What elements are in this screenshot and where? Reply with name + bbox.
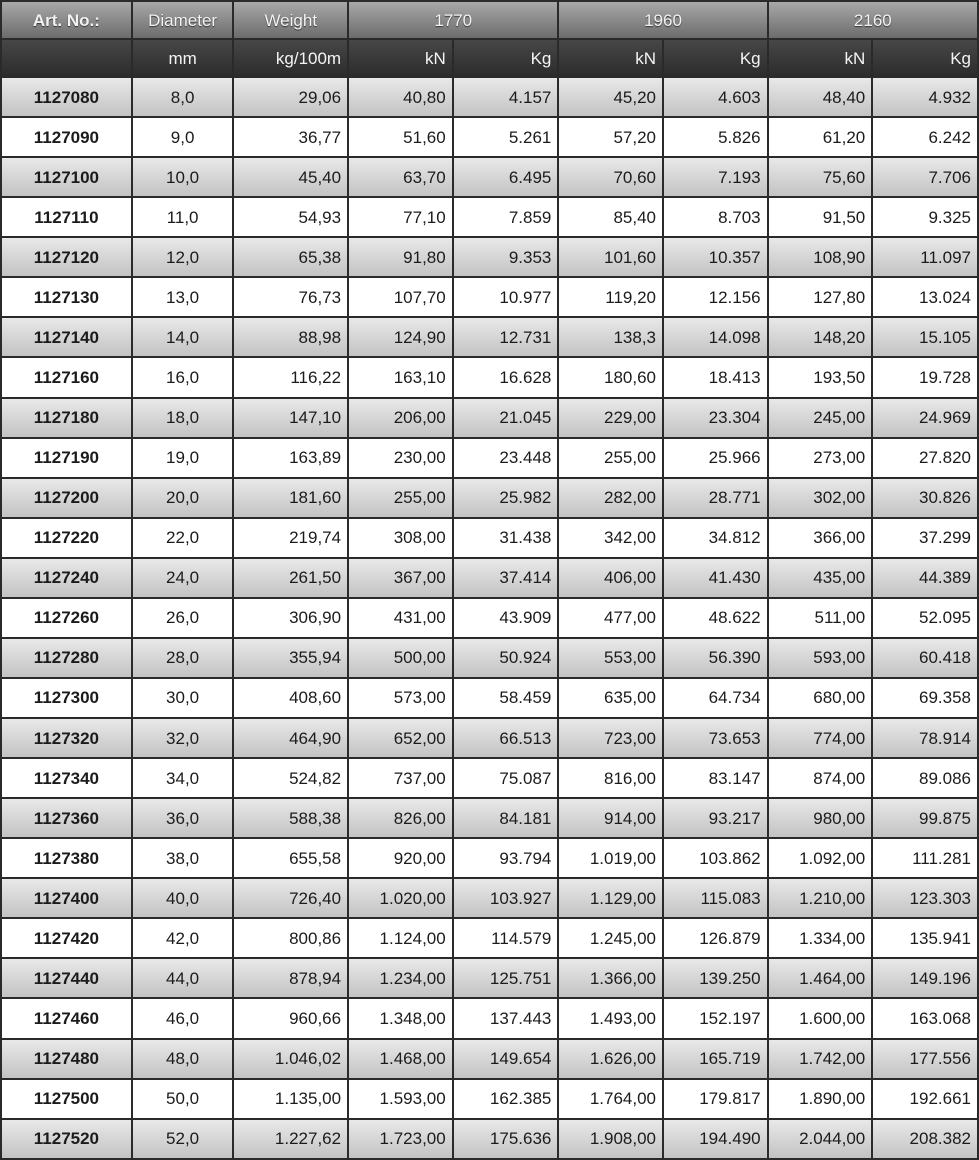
cell-kg-1770: 175.636 — [454, 1120, 558, 1158]
table-row — [2, 759, 977, 797]
cell-kn-1960: 1.129,00 — [559, 879, 662, 917]
cell-kn-1960: 85,40 — [559, 198, 662, 236]
cell-kg-2160: 111.281 — [873, 839, 977, 877]
cell-kg-1770: 43.909 — [454, 599, 558, 637]
cell-kn-1960: 1.764,00 — [559, 1080, 662, 1118]
cell-kn-2160: 1.334,00 — [769, 919, 872, 957]
cell-weight: 88,98 — [234, 318, 347, 356]
cell-kg-1960: 8.703 — [664, 198, 767, 236]
cell-kn-1770: 91,80 — [349, 238, 452, 276]
cell-weight: 116,22 — [234, 358, 347, 396]
header-row-units — [2, 40, 977, 76]
cell-weight: 878,94 — [234, 959, 347, 997]
cell-kn-1770: 308,00 — [349, 519, 452, 557]
cell-kg-1770: 50.924 — [454, 639, 558, 677]
cell-diameter: 32,0 — [133, 719, 233, 757]
cell-kg-1960: 103.862 — [664, 839, 767, 877]
cell-art-no: 1127240 — [2, 559, 131, 597]
cell-kn-1770: 107,70 — [349, 278, 452, 316]
cell-kn-1770: 431,00 — [349, 599, 452, 637]
cell-kn-2160: 302,00 — [769, 479, 872, 517]
cell-kg-2160: 37.299 — [873, 519, 977, 557]
cell-kg-1770: 25.982 — [454, 479, 558, 517]
cell-weight: 261,50 — [234, 559, 347, 597]
cell-kn-1770: 737,00 — [349, 759, 452, 797]
table-row — [2, 599, 977, 637]
cell-kg-2160: 27.820 — [873, 439, 977, 477]
header-diameter: Diameter — [133, 2, 233, 38]
cell-kn-2160: 874,00 — [769, 759, 872, 797]
cell-weight: 655,58 — [234, 839, 347, 877]
cell-diameter: 52,0 — [133, 1120, 233, 1158]
cell-kg-2160: 208.382 — [873, 1120, 977, 1158]
cell-art-no: 1127160 — [2, 358, 131, 396]
cell-art-no: 1127220 — [2, 519, 131, 557]
cell-kn-2160: 1.210,00 — [769, 879, 872, 917]
cell-kg-1960: 23.304 — [664, 399, 767, 437]
cell-kn-1960: 1.908,00 — [559, 1120, 662, 1158]
cell-weight: 1.046,02 — [234, 1040, 347, 1078]
unit-kg-1960: Kg — [664, 40, 767, 76]
cell-weight: 54,93 — [234, 198, 347, 236]
cell-kn-1770: 1.020,00 — [349, 879, 452, 917]
cell-art-no: 1127260 — [2, 599, 131, 637]
cell-kn-1770: 255,00 — [349, 479, 452, 517]
table-row — [2, 519, 977, 557]
cell-kg-1770: 12.731 — [454, 318, 558, 356]
cell-diameter: 16,0 — [133, 358, 233, 396]
cell-art-no: 1127200 — [2, 479, 131, 517]
header-grade-1960: 1960 — [559, 2, 766, 38]
cell-kn-1960: 1.019,00 — [559, 839, 662, 877]
cell-kn-1960: 255,00 — [559, 439, 662, 477]
cell-art-no: 1127090 — [2, 118, 131, 156]
cell-kg-1960: 73.653 — [664, 719, 767, 757]
cell-art-no: 1127520 — [2, 1120, 131, 1158]
cell-kn-1960: 70,60 — [559, 158, 662, 196]
cell-kg-1770: 137.443 — [454, 999, 558, 1037]
cell-weight: 408,60 — [234, 679, 347, 717]
cell-kn-1960: 282,00 — [559, 479, 662, 517]
cell-weight: 163,89 — [234, 439, 347, 477]
unit-kn-1770: kN — [349, 40, 452, 76]
cell-art-no: 1127100 — [2, 158, 131, 196]
cell-kn-1770: 1.468,00 — [349, 1040, 452, 1078]
cell-diameter: 44,0 — [133, 959, 233, 997]
cell-diameter: 48,0 — [133, 1040, 233, 1078]
cell-kn-2160: 127,80 — [769, 278, 872, 316]
table-row — [2, 839, 977, 877]
cell-kg-1960: 165.719 — [664, 1040, 767, 1078]
cell-kn-2160: 366,00 — [769, 519, 872, 557]
cell-kg-2160: 163.068 — [873, 999, 977, 1037]
cell-kn-2160: 148,20 — [769, 318, 872, 356]
cell-kn-2160: 511,00 — [769, 599, 872, 637]
cell-diameter: 24,0 — [133, 559, 233, 597]
cell-kn-1960: 101,60 — [559, 238, 662, 276]
cell-kg-2160: 13.024 — [873, 278, 977, 316]
cell-kn-1960: 342,00 — [559, 519, 662, 557]
cell-kg-2160: 44.389 — [873, 559, 977, 597]
cell-kg-2160: 99.875 — [873, 799, 977, 837]
cell-kg-1960: 152.197 — [664, 999, 767, 1037]
cell-weight: 36,77 — [234, 118, 347, 156]
cell-weight: 76,73 — [234, 278, 347, 316]
cell-art-no: 1127130 — [2, 278, 131, 316]
cell-kn-1770: 1.124,00 — [349, 919, 452, 957]
table-row — [2, 679, 977, 717]
cell-kn-1770: 1.593,00 — [349, 1080, 452, 1118]
cell-kn-2160: 108,90 — [769, 238, 872, 276]
cell-diameter: 10,0 — [133, 158, 233, 196]
cell-kn-2160: 1.464,00 — [769, 959, 872, 997]
cell-kg-2160: 149.196 — [873, 959, 977, 997]
cell-kg-2160: 78.914 — [873, 719, 977, 757]
cell-kg-1960: 12.156 — [664, 278, 767, 316]
cell-kn-1960: 1.493,00 — [559, 999, 662, 1037]
cell-kn-1960: 1.626,00 — [559, 1040, 662, 1078]
cell-kn-1960: 635,00 — [559, 679, 662, 717]
cell-kg-2160: 4.932 — [873, 78, 977, 116]
cell-weight: 65,38 — [234, 238, 347, 276]
cell-kg-1960: 194.490 — [664, 1120, 767, 1158]
cell-kn-1960: 57,20 — [559, 118, 662, 156]
cell-diameter: 50,0 — [133, 1080, 233, 1118]
cell-diameter: 38,0 — [133, 839, 233, 877]
cell-kg-1960: 5.826 — [664, 118, 767, 156]
cell-kn-1770: 40,80 — [349, 78, 452, 116]
cell-kn-1960: 406,00 — [559, 559, 662, 597]
cell-kg-2160: 19.728 — [873, 358, 977, 396]
cell-kg-1960: 115.083 — [664, 879, 767, 917]
cell-kn-2160: 435,00 — [769, 559, 872, 597]
cell-kg-1770: 5.261 — [454, 118, 558, 156]
cell-art-no: 1127460 — [2, 999, 131, 1037]
cell-kg-1770: 103.927 — [454, 879, 558, 917]
table-row — [2, 238, 977, 276]
cell-kn-2160: 1.890,00 — [769, 1080, 872, 1118]
cell-kn-2160: 61,20 — [769, 118, 872, 156]
cell-art-no: 1127440 — [2, 959, 131, 997]
cell-kn-1770: 500,00 — [349, 639, 452, 677]
cell-kg-1960: 93.217 — [664, 799, 767, 837]
cell-kg-1770: 4.157 — [454, 78, 558, 116]
cell-kn-2160: 1.600,00 — [769, 999, 872, 1037]
cell-kg-2160: 9.325 — [873, 198, 977, 236]
cell-kn-2160: 1.742,00 — [769, 1040, 872, 1078]
cell-diameter: 14,0 — [133, 318, 233, 356]
cell-diameter: 8,0 — [133, 78, 233, 116]
cell-kn-1770: 367,00 — [349, 559, 452, 597]
cell-kn-1770: 1.234,00 — [349, 959, 452, 997]
cell-kg-2160: 30.826 — [873, 479, 977, 517]
cell-kg-1960: 18.413 — [664, 358, 767, 396]
cell-kn-1960: 723,00 — [559, 719, 662, 757]
cell-art-no: 1127480 — [2, 1040, 131, 1078]
cell-kg-1770: 84.181 — [454, 799, 558, 837]
cell-weight: 1.227,62 — [234, 1120, 347, 1158]
cell-diameter: 22,0 — [133, 519, 233, 557]
cell-art-no: 1127120 — [2, 238, 131, 276]
cell-diameter: 19,0 — [133, 439, 233, 477]
cell-kg-2160: 7.706 — [873, 158, 977, 196]
table-row — [2, 1120, 977, 1158]
cell-kg-2160: 135.941 — [873, 919, 977, 957]
cell-diameter: 11,0 — [133, 198, 233, 236]
table-row — [2, 118, 977, 156]
table-row — [2, 278, 977, 316]
cell-kn-1770: 51,60 — [349, 118, 452, 156]
cell-diameter: 30,0 — [133, 679, 233, 717]
cell-art-no: 1127300 — [2, 679, 131, 717]
header-weight: Weight — [234, 2, 347, 38]
cell-kg-1770: 75.087 — [454, 759, 558, 797]
cell-kg-1960: 126.879 — [664, 919, 767, 957]
cell-diameter: 26,0 — [133, 599, 233, 637]
cell-kg-1770: 149.654 — [454, 1040, 558, 1078]
unit-kg-2160: Kg — [873, 40, 977, 76]
cell-kg-2160: 177.556 — [873, 1040, 977, 1078]
unit-kn-1960: kN — [559, 40, 662, 76]
cell-kn-2160: 2.044,00 — [769, 1120, 872, 1158]
cell-kn-1770: 826,00 — [349, 799, 452, 837]
cell-kn-1960: 816,00 — [559, 759, 662, 797]
cell-kn-2160: 980,00 — [769, 799, 872, 837]
table-row — [2, 78, 977, 116]
cell-kn-2160: 91,50 — [769, 198, 872, 236]
cell-weight: 219,74 — [234, 519, 347, 557]
unit-weight: kg/100m — [234, 40, 347, 76]
cell-kg-2160: 24.969 — [873, 399, 977, 437]
cell-kn-2160: 193,50 — [769, 358, 872, 396]
header-art-no: Art. No.: — [2, 2, 131, 38]
table-row — [2, 439, 977, 477]
cell-kn-1770: 652,00 — [349, 719, 452, 757]
cell-kg-1770: 114.579 — [454, 919, 558, 957]
cell-kn-2160: 680,00 — [769, 679, 872, 717]
cell-weight: 147,10 — [234, 399, 347, 437]
cell-kn-1960: 1.366,00 — [559, 959, 662, 997]
cell-kg-1960: 25.966 — [664, 439, 767, 477]
header-grade-1770: 1770 — [349, 2, 557, 38]
cell-kg-1770: 162.385 — [454, 1080, 558, 1118]
table-row — [2, 198, 977, 236]
header-row-top — [2, 2, 977, 38]
cell-weight: 355,94 — [234, 639, 347, 677]
cell-diameter: 36,0 — [133, 799, 233, 837]
cell-weight: 726,40 — [234, 879, 347, 917]
table-row — [2, 1080, 977, 1118]
cell-kn-1960: 229,00 — [559, 399, 662, 437]
cell-kn-2160: 273,00 — [769, 439, 872, 477]
cell-kg-1770: 6.495 — [454, 158, 558, 196]
cell-kn-2160: 774,00 — [769, 719, 872, 757]
cell-kg-2160: 89.086 — [873, 759, 977, 797]
table-row — [2, 318, 977, 356]
cell-kg-1770: 93.794 — [454, 839, 558, 877]
cell-kn-1770: 124,90 — [349, 318, 452, 356]
cell-art-no: 1127280 — [2, 639, 131, 677]
cell-kn-1960: 119,20 — [559, 278, 662, 316]
table-row — [2, 559, 977, 597]
cell-kn-1960: 914,00 — [559, 799, 662, 837]
cell-kg-1960: 56.390 — [664, 639, 767, 677]
cell-kn-2160: 1.092,00 — [769, 839, 872, 877]
cell-kg-1960: 41.430 — [664, 559, 767, 597]
cell-kn-1770: 573,00 — [349, 679, 452, 717]
cell-diameter: 34,0 — [133, 759, 233, 797]
cell-kg-1960: 10.357 — [664, 238, 767, 276]
table-row — [2, 919, 977, 957]
cell-kg-1770: 31.438 — [454, 519, 558, 557]
cell-art-no: 1127500 — [2, 1080, 131, 1118]
cell-diameter: 18,0 — [133, 399, 233, 437]
cell-diameter: 42,0 — [133, 919, 233, 957]
table-row — [2, 399, 977, 437]
cell-kg-1770: 10.977 — [454, 278, 558, 316]
cell-kn-1770: 63,70 — [349, 158, 452, 196]
cell-kn-2160: 245,00 — [769, 399, 872, 437]
cell-kn-1960: 553,00 — [559, 639, 662, 677]
table-row — [2, 358, 977, 396]
cell-kg-1770: 23.448 — [454, 439, 558, 477]
cell-kg-2160: 52.095 — [873, 599, 977, 637]
cell-kn-1960: 477,00 — [559, 599, 662, 637]
cell-kg-2160: 60.418 — [873, 639, 977, 677]
cell-art-no: 1127180 — [2, 399, 131, 437]
cell-kg-2160: 69.358 — [873, 679, 977, 717]
cell-art-no: 1127360 — [2, 799, 131, 837]
table-row — [2, 879, 977, 917]
cell-kn-1770: 206,00 — [349, 399, 452, 437]
table-row — [2, 158, 977, 196]
table-row — [2, 1040, 977, 1078]
cell-art-no: 1127140 — [2, 318, 131, 356]
unit-kg-1770: Kg — [454, 40, 558, 76]
cell-kg-1770: 21.045 — [454, 399, 558, 437]
cell-kg-1960: 14.098 — [664, 318, 767, 356]
cell-kn-1770: 230,00 — [349, 439, 452, 477]
cell-art-no: 1127190 — [2, 439, 131, 477]
cell-kg-2160: 11.097 — [873, 238, 977, 276]
cell-art-no: 1127110 — [2, 198, 131, 236]
cell-art-no: 1127340 — [2, 759, 131, 797]
table-row — [2, 479, 977, 517]
cell-weight: 588,38 — [234, 799, 347, 837]
cell-kg-1960: 83.147 — [664, 759, 767, 797]
cell-diameter: 20,0 — [133, 479, 233, 517]
cell-kn-1770: 1.723,00 — [349, 1120, 452, 1158]
cell-kg-1960: 179.817 — [664, 1080, 767, 1118]
cell-kg-1770: 66.513 — [454, 719, 558, 757]
cell-weight: 181,60 — [234, 479, 347, 517]
cell-weight: 524,82 — [234, 759, 347, 797]
cell-kn-2160: 75,60 — [769, 158, 872, 196]
cell-weight: 1.135,00 — [234, 1080, 347, 1118]
cell-kg-1770: 58.459 — [454, 679, 558, 717]
cell-kn-1960: 180,60 — [559, 358, 662, 396]
table-body — [2, 78, 977, 1158]
cell-kn-1960: 138,3 — [559, 318, 662, 356]
cell-kg-1960: 48.622 — [664, 599, 767, 637]
cell-diameter: 12,0 — [133, 238, 233, 276]
unit-kn-2160: kN — [769, 40, 872, 76]
cell-kn-1960: 45,20 — [559, 78, 662, 116]
table-row — [2, 959, 977, 997]
cell-art-no: 1127080 — [2, 78, 131, 116]
table-row — [2, 719, 977, 757]
unit-diameter: mm — [133, 40, 233, 76]
cell-diameter: 13,0 — [133, 278, 233, 316]
unit-art-no — [2, 40, 131, 76]
cell-kg-1770: 7.859 — [454, 198, 558, 236]
cell-kg-1960: 139.250 — [664, 959, 767, 997]
cell-kg-2160: 15.105 — [873, 318, 977, 356]
cell-weight: 45,40 — [234, 158, 347, 196]
cell-art-no: 1127420 — [2, 919, 131, 957]
table-row — [2, 799, 977, 837]
table-row — [2, 999, 977, 1037]
cell-kg-1770: 9.353 — [454, 238, 558, 276]
cell-weight: 29,06 — [234, 78, 347, 116]
cell-kg-1770: 125.751 — [454, 959, 558, 997]
cell-kn-1770: 1.348,00 — [349, 999, 452, 1037]
cell-diameter: 46,0 — [133, 999, 233, 1037]
cell-kg-2160: 123.303 — [873, 879, 977, 917]
cell-kn-1960: 1.245,00 — [559, 919, 662, 957]
cell-art-no: 1127320 — [2, 719, 131, 757]
cell-kn-1770: 920,00 — [349, 839, 452, 877]
cell-kg-1960: 34.812 — [664, 519, 767, 557]
cell-kg-1770: 16.628 — [454, 358, 558, 396]
cell-kn-1770: 77,10 — [349, 198, 452, 236]
cell-weight: 960,66 — [234, 999, 347, 1037]
cell-diameter: 9,0 — [133, 118, 233, 156]
cell-kg-1960: 4.603 — [664, 78, 767, 116]
cell-art-no: 1127380 — [2, 839, 131, 877]
cell-kn-2160: 48,40 — [769, 78, 872, 116]
cell-kn-1770: 163,10 — [349, 358, 452, 396]
cell-diameter: 28,0 — [133, 639, 233, 677]
cell-kg-2160: 6.242 — [873, 118, 977, 156]
cell-weight: 800,86 — [234, 919, 347, 957]
cell-kn-2160: 593,00 — [769, 639, 872, 677]
cell-kg-2160: 192.661 — [873, 1080, 977, 1118]
cell-kg-1960: 28.771 — [664, 479, 767, 517]
cell-weight: 306,90 — [234, 599, 347, 637]
table-row — [2, 639, 977, 677]
cell-kg-1770: 37.414 — [454, 559, 558, 597]
cell-kg-1960: 64.734 — [664, 679, 767, 717]
header-grade-2160: 2160 — [769, 2, 977, 38]
cell-diameter: 40,0 — [133, 879, 233, 917]
cell-art-no: 1127400 — [2, 879, 131, 917]
cell-weight: 464,90 — [234, 719, 347, 757]
cell-kg-1960: 7.193 — [664, 158, 767, 196]
